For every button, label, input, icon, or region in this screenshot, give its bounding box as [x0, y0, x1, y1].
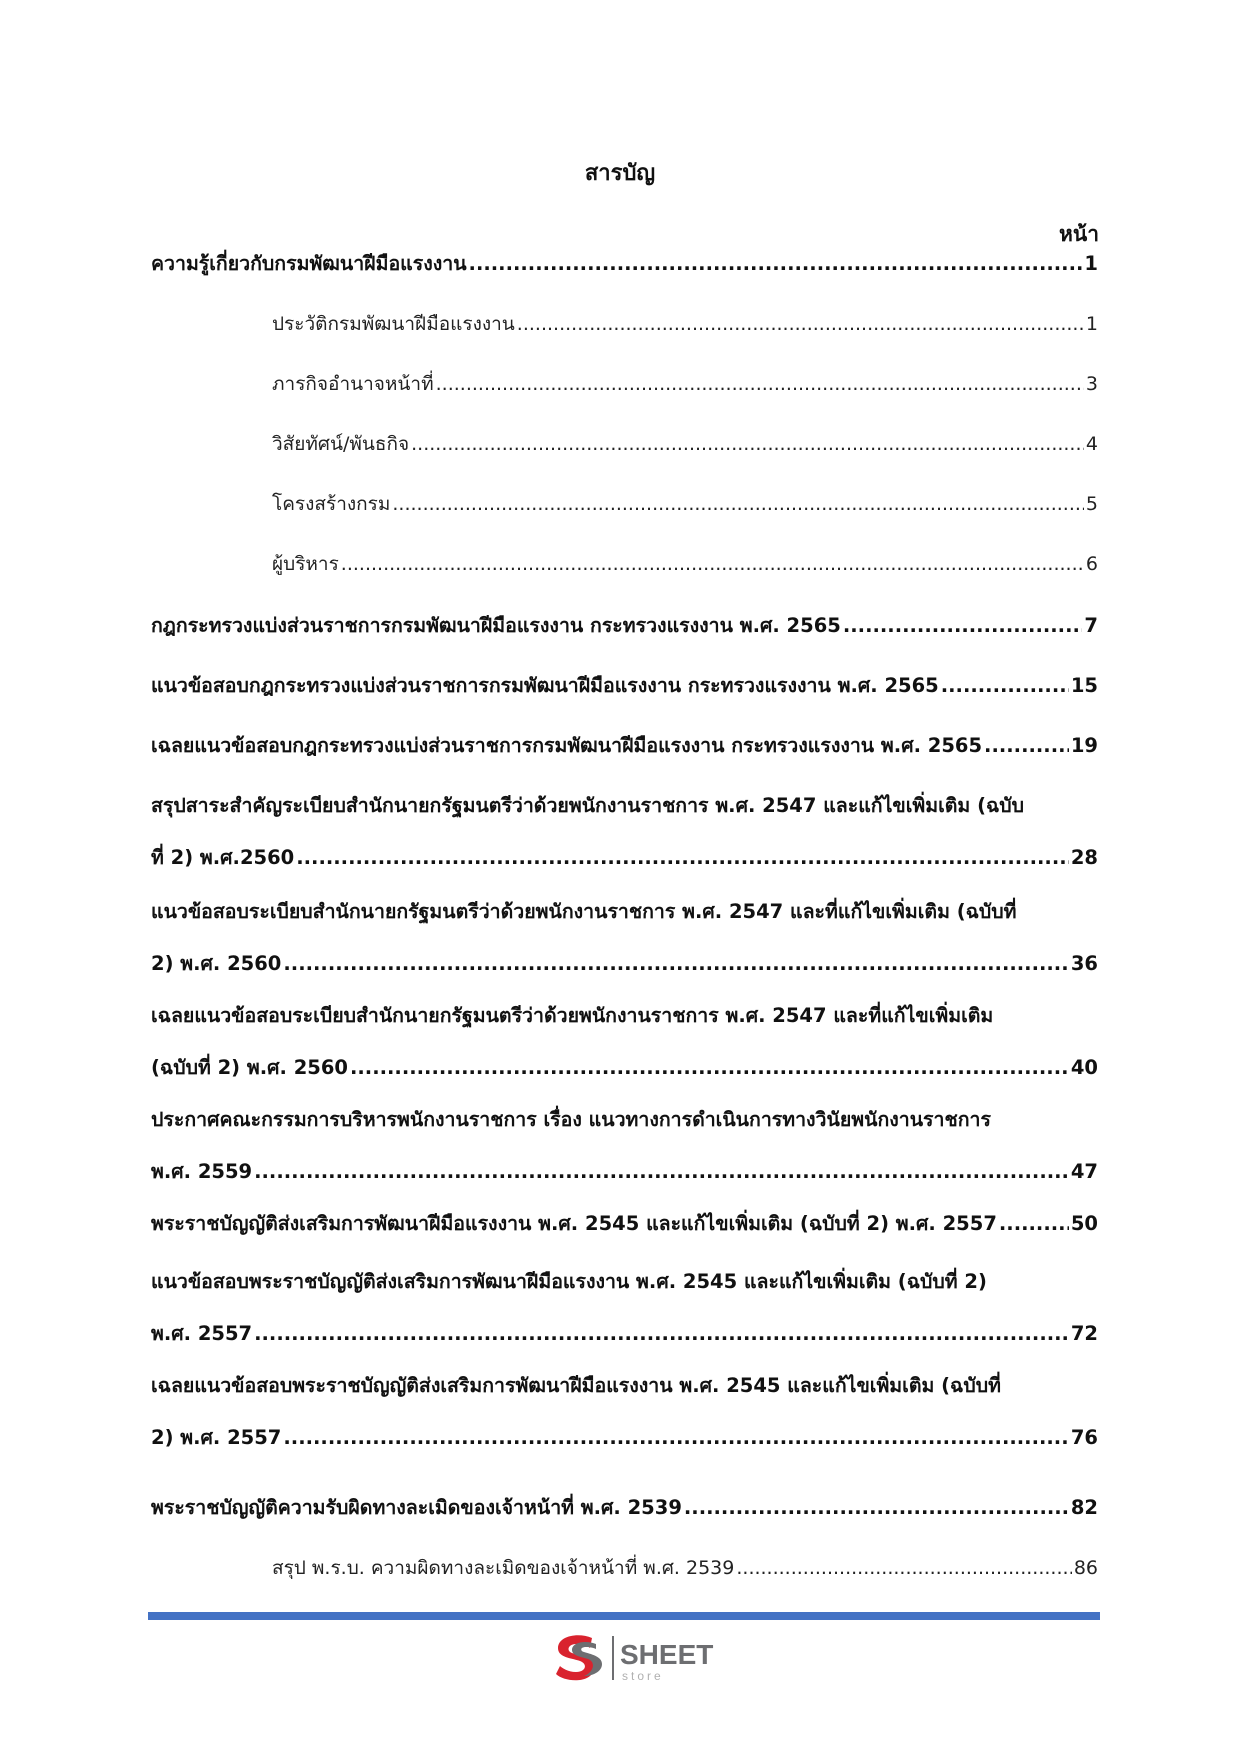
toc-entry[interactable]: [151, 660, 1098, 712]
toc-entry-text: ประวัติกรมพัฒนาฝีมือแรงงาน: [272, 313, 515, 335]
dot-leader: [941, 660, 1069, 712]
toc-entry-text-line2: พ.ศ. 2559: [151, 1160, 253, 1183]
toc-entry-page: 36: [1070, 952, 1098, 975]
dot-leader: [843, 600, 1083, 652]
toc-entry-text: พระราชบัญญัติส่งเสริมการพัฒนาฝีมือแรงงาน พ.ศ. 2545 และแก้ไขเพิ่มเติม (ฉบับที่ 2) พ.ศ. 2557: [151, 1212, 997, 1235]
toc-entry-text: ความรู้เกี่ยวกับกรมพัฒนาฝีมือแรงงาน: [151, 252, 467, 275]
toc-entry-page: 1: [1085, 313, 1098, 335]
dot-leader: [296, 832, 1069, 884]
toc-entry-text: วิสัยทัศน์/พันธกิจ: [272, 433, 410, 455]
logo-subtext: store: [622, 1669, 664, 1683]
toc-entry[interactable]: [151, 1256, 1098, 1360]
toc-entry-text: ผู้บริหาร: [272, 553, 339, 575]
toc-entry-text: โครงสร้างกรม: [272, 493, 391, 515]
toc-subentry[interactable]: [272, 298, 1098, 350]
toc-entry[interactable]: [151, 1198, 1098, 1250]
logo-divider: [612, 1636, 614, 1680]
toc-entry[interactable]: [151, 1360, 1098, 1464]
dot-leader: [436, 358, 1084, 410]
toc-subentry[interactable]: [272, 478, 1098, 530]
toc-subentry[interactable]: [272, 538, 1098, 590]
sheet-store-logo: [548, 1628, 728, 1690]
dot-leader: [984, 720, 1069, 772]
dot-leader: [999, 1198, 1069, 1250]
toc-entry[interactable]: [151, 600, 1098, 652]
toc-subentry[interactable]: [272, 418, 1098, 470]
dot-leader: [254, 1308, 1069, 1360]
dot-leader: [469, 238, 1083, 290]
toc-entry-page: 15: [1070, 674, 1098, 697]
toc-entry-text-line1: ประกาศคณะกรรมการบริหารพนักงานราชการ เรื่อง แนวทางการดำเนินการทางวินัยพนักงานราชการ: [151, 1108, 991, 1131]
toc-entry-page: 76: [1070, 1426, 1098, 1449]
toc-entry[interactable]: [151, 990, 1098, 1094]
toc-entry-page: 28: [1070, 846, 1098, 869]
toc-entry-text-line2: ที่ 2) พ.ศ.2560: [151, 846, 295, 869]
toc-entry-page: 47: [1070, 1160, 1098, 1183]
toc-entry[interactable]: [151, 1482, 1098, 1534]
toc-entry-page: 40: [1070, 1056, 1098, 1079]
toc-title: สารบัญ: [584, 161, 656, 186]
toc-entry-page: 19: [1070, 734, 1098, 757]
toc-entry[interactable]: [151, 886, 1098, 990]
toc-entry-text: พระราชบัญญัติความรับผิดทางละเมิดของเจ้าหน้าที่ พ.ศ. 2539: [151, 1496, 682, 1519]
toc-entry-text: กฎกระทรวงแบ่งส่วนราชการกรมพัฒนาฝีมือแรงงาน กระทรวงแรงงาน พ.ศ. 2565: [151, 614, 841, 637]
toc-entry-page: 86: [1073, 1557, 1098, 1579]
toc-entry-text: สรุป พ.ร.บ. ความผิดทางละเมิดของเจ้าหน้าที่ พ.ศ. 2539: [272, 1557, 735, 1579]
toc-entry[interactable]: [151, 1094, 1098, 1198]
toc-entry-text-line2: (ฉบับที่ 2) พ.ศ. 2560: [151, 1056, 348, 1079]
toc-entry-page: 7: [1084, 614, 1098, 637]
toc-entry-page: 72: [1070, 1322, 1098, 1345]
toc-entry-page: 3: [1085, 373, 1098, 395]
toc-subentry[interactable]: [272, 358, 1098, 410]
toc-entry-text-line1: สรุปสาระสำคัญระเบียบสำนักนายกรัฐมนตรีว่าด้วยพนักงานราชการ พ.ศ. 2547 และแก้ไขเพิ่มเติม (ฉบับ: [151, 794, 1025, 817]
toc-entry-page: 82: [1070, 1496, 1098, 1519]
toc-entry[interactable]: [151, 780, 1098, 884]
page-column-header: หน้า: [1059, 222, 1099, 246]
dot-leader: [350, 1042, 1069, 1094]
dot-leader: [392, 478, 1084, 530]
dot-leader: [684, 1482, 1069, 1534]
dot-leader: [736, 1542, 1071, 1594]
toc-entry[interactable]: [151, 720, 1098, 772]
toc-entry-text-line2: 2) พ.ศ. 2560: [151, 952, 282, 975]
sheet-store-s-icon: [556, 1635, 602, 1680]
dot-leader: [283, 938, 1068, 990]
footer-rule: [148, 1612, 1100, 1620]
toc-entry-text: เฉลยแนวข้อสอบกฎกระทรวงแบ่งส่วนราชการกรมพัฒนาฝีมือแรงงาน กระทรวงแรงงาน พ.ศ. 2565: [151, 734, 983, 757]
dot-leader: [254, 1146, 1069, 1198]
toc-entry-text-line1: แนวข้อสอบระเบียบสำนักนายกรัฐมนตรีว่าด้วยพนักงานราชการ พ.ศ. 2547 และที่แก้ไขเพิ่มเติม (ฉบับที่: [151, 900, 1017, 923]
logo-text: SHEET: [620, 1639, 714, 1670]
toc-entry-text: ภารกิจอำนาจหน้าที่: [272, 373, 434, 395]
toc-entry-page: 1: [1084, 252, 1098, 275]
toc-entry-page: 50: [1070, 1212, 1098, 1235]
toc-entry-page: 6: [1085, 553, 1098, 575]
toc-entry[interactable]: [151, 238, 1098, 290]
dot-leader: [517, 298, 1084, 350]
toc-entry-page: 4: [1085, 433, 1098, 455]
toc-entry-text-line1: เฉลยแนวข้อสอบระเบียบสำนักนายกรัฐมนตรีว่าด้วยพนักงานราชการ พ.ศ. 2547 และที่แก้ไขเพิ่มเติม: [151, 1004, 994, 1027]
dot-leader: [341, 538, 1084, 590]
toc-entry-page: 5: [1085, 493, 1098, 515]
dot-leader: [411, 418, 1084, 470]
toc-entry-text: แนวข้อสอบกฎกระทรวงแบ่งส่วนราชการกรมพัฒนาฝีมือแรงงาน กระทรวงแรงงาน พ.ศ. 2565: [151, 674, 939, 697]
dot-leader: [283, 1412, 1068, 1464]
toc-entry-text-line1: เฉลยแนวข้อสอบพระราชบัญญัติส่งเสริมการพัฒนาฝีมือแรงงาน พ.ศ. 2545 และแก้ไขเพิ่มเติม (ฉบับที่: [151, 1374, 1001, 1397]
toc-entry-text-line2: 2) พ.ศ. 2557: [151, 1426, 282, 1449]
toc-subentry[interactable]: [272, 1542, 1098, 1594]
toc-entry-text-line1: แนวข้อสอบพระราชบัญญัติส่งเสริมการพัฒนาฝีมือแรงงาน พ.ศ. 2545 และแก้ไขเพิ่มเติม (ฉบับที่ 2): [151, 1270, 987, 1293]
toc-entry-text-line2: พ.ศ. 2557: [151, 1322, 253, 1345]
